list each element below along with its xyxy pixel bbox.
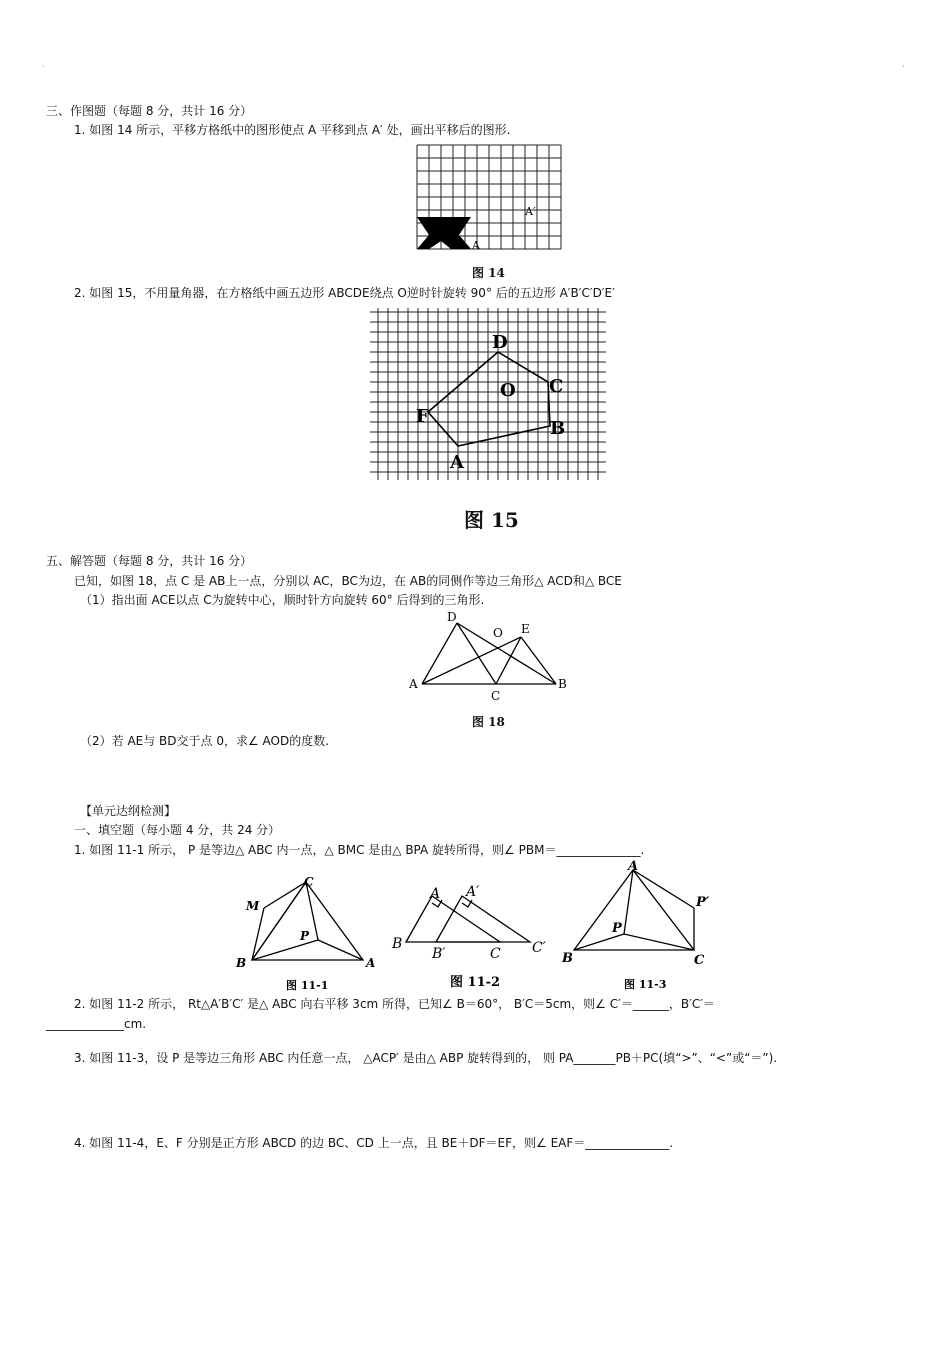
section5-part2: （2）若 AE与 BD交于点 0，求∠ AOD的度数.: [80, 734, 330, 748]
fig18-label-c: C: [491, 689, 501, 703]
figure-18: [405, 610, 575, 705]
fig18-caption: 图 18: [472, 715, 505, 729]
fig18-label-o: O: [493, 626, 503, 640]
unit-heading: 【单元达纲检测】: [80, 804, 177, 818]
figure-15: [370, 308, 610, 488]
fill-title: 一、填空题（每小题 4 分，共 24 分）: [74, 823, 281, 837]
figure-11-2: [388, 872, 558, 990]
fig15-label-a: A: [450, 452, 464, 473]
unit-q1: 1. 如图 11-1 所示， P 是等边△ ABC 内一点，△ BMC 是由△ BPA 旋转所得，则∠ PBM＝______________.: [74, 843, 645, 857]
fig11-2-label-c: C: [490, 946, 501, 962]
section3-title: 三、作图题（每题 8 分，共计 16 分）: [46, 104, 253, 118]
section3-q1: 1. 如图 14 所示，平移方格纸中的图形使点 A 平移到点 A′ 处，画出平移后的图形.: [74, 123, 511, 137]
fig15-label-c: C: [549, 376, 564, 397]
fig11-2-label-b-prime: B′: [432, 946, 446, 962]
fig11-3-label-b: B: [562, 951, 573, 966]
header-dot-right: ·: [902, 62, 905, 71]
fig11-1-label-a: A: [366, 956, 376, 970]
fig11-2-caption: 图 11-2: [450, 975, 501, 990]
section3-q2: 2. 如图 15，不用量角器，在方格纸中画五边形 ABCDE绕点 O逆时针旋转 90° 后的五边形 A′B′C′D′E′: [74, 286, 615, 300]
fig11-3-caption: 图 11-3: [624, 978, 667, 991]
section5-intro: 已知，如图 18，点 C 是 AB上一点，分别以 AC，BC为边，在 AB的同侧作等边三角形△ ACD和△ BCE: [74, 574, 622, 588]
fig15-label-f: F: [416, 406, 429, 427]
fig11-3-label-c: C: [694, 953, 705, 968]
fig14-shape: [417, 217, 471, 249]
fig18-label-d: D: [447, 610, 457, 624]
fig15-label-d: D: [492, 332, 508, 353]
figure-11-3: [556, 858, 716, 991]
section5-title: 五、解答题（每题 8 分，共计 16 分）: [46, 554, 253, 568]
unit-q4: 4. 如图 11-4，E、F 分别是正方形 ABCD 的边 BC、CD 上一点，且 BE＋DF＝EF，则∠ EAF＝______________.: [74, 1136, 674, 1150]
fig11-1-label-m: M: [246, 899, 260, 913]
fig11-1-caption: 图 11-1: [286, 979, 329, 992]
section5-part1: （1）指出面 ACE以点 C为旋转中心，顺时针方向旋转 60° 后得到的三角形.: [80, 593, 485, 607]
fig11-1-label-c: C: [304, 875, 314, 889]
fig14-label-a-prime: A′: [525, 205, 536, 218]
fig11-2-label-c-prime: C′: [532, 940, 546, 956]
fig18-label-a: A: [409, 677, 418, 691]
fig11-1-label-b: B: [236, 956, 247, 970]
fig15-label-b: B: [550, 418, 566, 439]
unit-q3: 3. 如图 11-3，设 P 是等边三角形 ABC 内任意一点， △ACP′ 是由△ ABP 旋转得到的， 则 PA_______PB＋PC(填“>”、“<”或“＝”).: [74, 1051, 778, 1065]
header-dot-left: ·: [42, 62, 45, 71]
fig11-1-label-p: P: [300, 929, 310, 943]
fig11-3-label-p: P: [612, 921, 622, 936]
fig18-label-e: E: [521, 622, 530, 636]
fig14-caption: 图 14: [472, 266, 505, 280]
fig15-grid: [370, 308, 606, 480]
unit-q2-line1: 2. 如图 11-2 所示， Rt△A′B′C′ 是△ ABC 向右平移 3cm 所得，已知∠ B＝60°， B′C＝5cm，则∠ C′＝______，B′C′＝: [74, 997, 715, 1011]
fig11-3-label-a: A: [628, 859, 639, 874]
fig18-label-b: B: [558, 677, 567, 691]
fig14-label-a: A: [472, 239, 480, 252]
fig15-caption: 图 15: [464, 508, 519, 532]
fig15-label-o: O: [500, 380, 516, 401]
fig11-2-label-a-prime: A′: [466, 884, 480, 900]
figure-11-1: [228, 872, 378, 992]
fig11-2-label-b: B: [392, 936, 403, 952]
figure-14: [415, 143, 565, 255]
unit-q2-line2: _____________cm.: [46, 1017, 147, 1031]
fig11-2-label-a: A: [430, 886, 441, 902]
fig11-3-label-p-prime: P′: [696, 895, 710, 910]
